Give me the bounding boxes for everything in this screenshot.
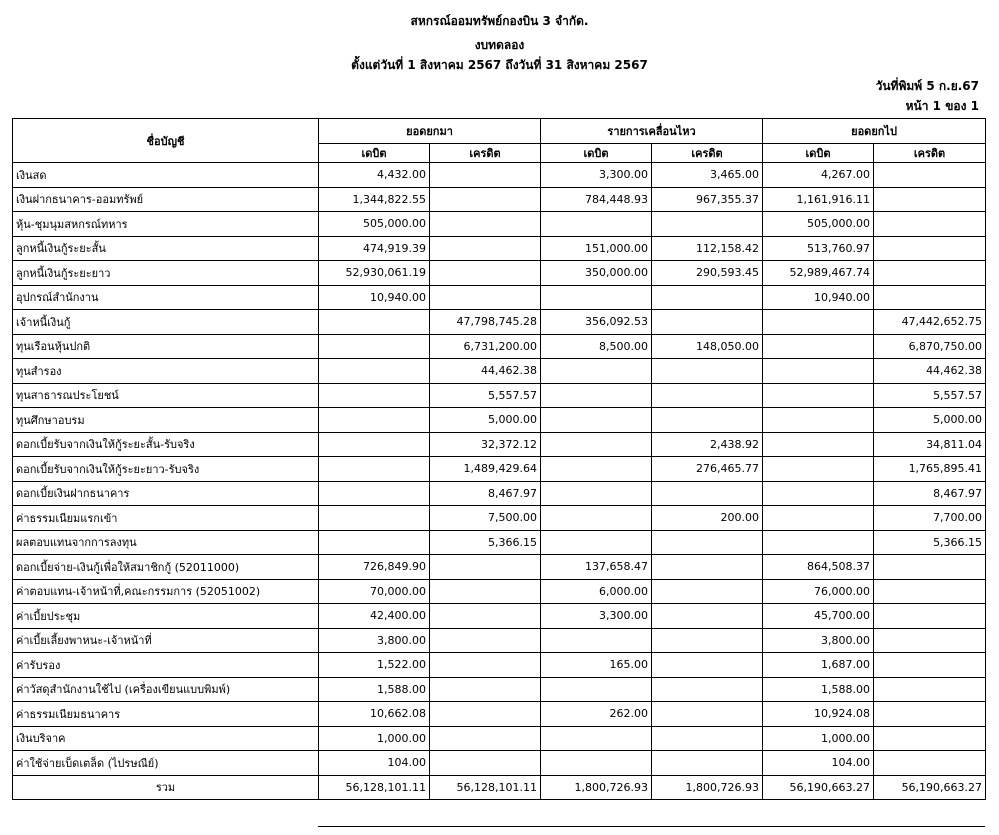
col-header-debit: เดบิต	[541, 144, 652, 163]
account-name: ทุนสาธารณประโยชน์	[13, 383, 319, 408]
amount-cell	[541, 751, 652, 776]
amount-cell: 1,765,895.41	[874, 457, 986, 482]
amount-cell	[874, 751, 986, 776]
amount-cell: 726,849.90	[319, 555, 430, 580]
col-header-account: ชื่อบัญชี	[13, 119, 319, 163]
amount-cell	[541, 383, 652, 408]
amount-cell	[430, 285, 541, 310]
amount-cell	[763, 359, 874, 384]
amount-cell	[541, 506, 652, 531]
amount-cell: 10,924.08	[763, 702, 874, 727]
amount-cell: 1,000.00	[763, 726, 874, 751]
amount-cell	[763, 506, 874, 531]
amount-cell	[652, 579, 763, 604]
amount-cell: 290,593.45	[652, 261, 763, 286]
amount-cell: 1,344,822.55	[319, 187, 430, 212]
amount-cell	[541, 677, 652, 702]
amount-cell	[652, 481, 763, 506]
amount-cell	[541, 530, 652, 555]
amount-cell: 8,467.97	[874, 481, 986, 506]
amount-cell	[430, 604, 541, 629]
amount-cell	[652, 212, 763, 237]
total-label: รวม	[13, 775, 319, 800]
amount-cell: 165.00	[541, 653, 652, 678]
account-name: เงินบริจาค	[13, 726, 319, 751]
table-row	[13, 726, 986, 751]
amount-cell: 34,811.04	[874, 432, 986, 457]
total-row	[13, 775, 986, 800]
amount-cell	[763, 408, 874, 433]
table-row	[13, 702, 986, 727]
amount-cell	[430, 163, 541, 188]
table-row	[13, 555, 986, 580]
amount-cell	[430, 726, 541, 751]
amount-cell: 151,000.00	[541, 236, 652, 261]
amount-cell: 1,687.00	[763, 653, 874, 678]
amount-cell	[319, 408, 430, 433]
amount-cell	[763, 481, 874, 506]
amount-cell	[874, 212, 986, 237]
table-row	[13, 236, 986, 261]
amount-cell: 5,557.57	[874, 383, 986, 408]
table-row	[13, 187, 986, 212]
amount-cell: 6,870,750.00	[874, 334, 986, 359]
amount-cell	[541, 457, 652, 482]
total-cell: 56,190,663.27	[874, 775, 986, 800]
trial-balance-table	[12, 118, 986, 800]
amount-cell: 47,798,745.28	[430, 310, 541, 335]
amount-cell	[652, 359, 763, 384]
amount-cell	[319, 310, 430, 335]
amount-cell: 45,700.00	[763, 604, 874, 629]
amount-cell: 52,930,061.19	[319, 261, 430, 286]
amount-cell: 4,432.00	[319, 163, 430, 188]
table-row	[13, 457, 986, 482]
amount-cell: 76,000.00	[763, 579, 874, 604]
amount-cell	[430, 628, 541, 653]
amount-cell: 262.00	[541, 702, 652, 727]
amount-cell: 137,658.47	[541, 555, 652, 580]
amount-cell	[652, 285, 763, 310]
account-name: ดอกเบี้ยรับจากเงินให้กู้ระยะสั้น-รับจริง	[13, 432, 319, 457]
table-row	[13, 628, 986, 653]
amount-cell	[652, 628, 763, 653]
amount-cell	[652, 310, 763, 335]
table-row	[13, 212, 986, 237]
amount-cell: 356,092.53	[541, 310, 652, 335]
table-row	[13, 285, 986, 310]
total-cell: 56,128,101.11	[430, 775, 541, 800]
account-name: ค่าเบี้ยเลี้ยงพาหนะ-เจ้าหน้าที่	[13, 628, 319, 653]
amount-cell	[763, 310, 874, 335]
amount-cell: 784,448.93	[541, 187, 652, 212]
amount-cell: 350,000.00	[541, 261, 652, 286]
amount-cell	[874, 285, 986, 310]
account-name: ค่ารับรอง	[13, 653, 319, 678]
amount-cell	[430, 653, 541, 678]
account-name: ค่าตอบแทน-เจ้าหน้าที่,คณะกรรมการ (52051002)	[13, 579, 319, 604]
amount-cell	[652, 408, 763, 433]
amount-cell	[541, 432, 652, 457]
amount-cell	[874, 653, 986, 678]
amount-cell	[430, 187, 541, 212]
amount-cell	[874, 163, 986, 188]
amount-cell	[874, 555, 986, 580]
table-row	[13, 604, 986, 629]
total-cell: 1,800,726.93	[541, 775, 652, 800]
amount-cell: 5,557.57	[430, 383, 541, 408]
amount-cell: 10,940.00	[319, 285, 430, 310]
amount-cell	[430, 579, 541, 604]
account-name: ดอกเบี้ยจ่าย-เงินกู้เพื่อให้สมาชิกกู้ (52011000)	[13, 555, 319, 580]
total-cell: 56,190,663.27	[763, 775, 874, 800]
account-name: ค่าเบี้ยประชุม	[13, 604, 319, 629]
account-name: เจ้าหนี้เงินกู้	[13, 310, 319, 335]
amount-cell	[763, 383, 874, 408]
amount-cell: 5,000.00	[430, 408, 541, 433]
amount-cell: 1,489,429.64	[430, 457, 541, 482]
table-row	[13, 359, 986, 384]
account-name: ค่าธรรมเนียมแรกเข้า	[13, 506, 319, 531]
amount-cell: 1,522.00	[319, 653, 430, 678]
amount-cell	[319, 383, 430, 408]
amount-cell: 474,919.39	[319, 236, 430, 261]
table-row	[13, 163, 986, 188]
amount-cell	[541, 726, 652, 751]
amount-cell	[763, 334, 874, 359]
table-row	[13, 310, 986, 335]
amount-cell	[874, 236, 986, 261]
amount-cell: 104.00	[763, 751, 874, 776]
amount-cell: 52,989,467.74	[763, 261, 874, 286]
col-header-credit: เครดิต	[652, 144, 763, 163]
amount-cell	[652, 653, 763, 678]
table-row	[13, 261, 986, 286]
account-name: ดอกเบี้ยเงินฝากธนาคาร	[13, 481, 319, 506]
amount-cell	[319, 432, 430, 457]
table-row	[13, 579, 986, 604]
col-group-movement: รายการเคลื่อนไหว	[541, 119, 763, 144]
amount-cell: 3,800.00	[319, 628, 430, 653]
amount-cell	[541, 212, 652, 237]
table-row	[13, 653, 986, 678]
amount-cell	[541, 359, 652, 384]
amount-cell: 5,000.00	[874, 408, 986, 433]
amount-cell	[874, 628, 986, 653]
col-header-debit: เดบิต	[763, 144, 874, 163]
amount-cell	[652, 604, 763, 629]
amount-cell	[430, 677, 541, 702]
report-title: งบทดลอง	[474, 38, 525, 52]
amount-cell	[430, 236, 541, 261]
amount-cell	[874, 726, 986, 751]
table-row	[13, 481, 986, 506]
account-name: เงินสด	[13, 163, 319, 188]
amount-cell	[319, 334, 430, 359]
amount-cell	[541, 481, 652, 506]
amount-cell: 3,300.00	[541, 604, 652, 629]
account-name: เงินฝากธนาคาร-ออมทรัพย์	[13, 187, 319, 212]
col-group-brought-forward: ยอดยกมา	[319, 119, 541, 144]
report-period: ตั้งแต่วันที่ 1 สิงหาคม 2567 ถึงวันที่ 31 สิงหาคม 2567	[351, 58, 648, 72]
table-row	[13, 506, 986, 531]
amount-cell	[874, 579, 986, 604]
account-name: หุ้น-ชุมนุมสหกรณ์ทหาร	[13, 212, 319, 237]
amount-cell	[652, 677, 763, 702]
amount-cell: 505,000.00	[319, 212, 430, 237]
amount-cell: 2,438.92	[652, 432, 763, 457]
amount-cell	[652, 702, 763, 727]
col-header-credit: เครดิต	[430, 144, 541, 163]
amount-cell: 200.00	[652, 506, 763, 531]
amount-cell: 47,442,652.75	[874, 310, 986, 335]
amount-cell	[319, 506, 430, 531]
col-header-credit: เครดิต	[874, 144, 986, 163]
amount-cell: 104.00	[319, 751, 430, 776]
amount-cell	[652, 383, 763, 408]
amount-cell	[763, 530, 874, 555]
total-underline	[318, 826, 985, 827]
amount-cell	[541, 408, 652, 433]
amount-cell: 3,800.00	[763, 628, 874, 653]
account-name: ลูกหนี้เงินกู้ระยะยาว	[13, 261, 319, 286]
amount-cell	[874, 677, 986, 702]
amount-cell: 7,500.00	[430, 506, 541, 531]
amount-cell: 1,000.00	[319, 726, 430, 751]
amount-cell: 5,366.15	[874, 530, 986, 555]
amount-cell: 6,731,200.00	[430, 334, 541, 359]
amount-cell: 864,508.37	[763, 555, 874, 580]
print-date: วันที่พิมพ์ 5 ก.ย.67	[875, 79, 979, 93]
account-name: ทุนเรือนหุ้นปกติ	[13, 334, 319, 359]
table-row	[13, 408, 986, 433]
amount-cell	[652, 530, 763, 555]
total-cell: 1,800,726.93	[652, 775, 763, 800]
amount-cell: 513,760.97	[763, 236, 874, 261]
amount-cell	[652, 726, 763, 751]
table-row	[13, 677, 986, 702]
page-number: หน้า 1 ของ 1	[905, 99, 979, 113]
amount-cell	[874, 702, 986, 727]
amount-cell	[763, 432, 874, 457]
amount-cell	[319, 359, 430, 384]
amount-cell	[319, 530, 430, 555]
account-name: ลูกหนี้เงินกู้ระยะสั้น	[13, 236, 319, 261]
amount-cell: 4,267.00	[763, 163, 874, 188]
amount-cell: 967,355.37	[652, 187, 763, 212]
amount-cell: 10,662.08	[319, 702, 430, 727]
account-name: ค่าวัสดุสำนักงานใช้ไป (เครื่องเขียนแบบพิมพ์)	[13, 677, 319, 702]
amount-cell	[430, 751, 541, 776]
account-name: ทุนศึกษาอบรม	[13, 408, 319, 433]
table-row	[13, 751, 986, 776]
amount-cell: 8,500.00	[541, 334, 652, 359]
amount-cell: 6,000.00	[541, 579, 652, 604]
amount-cell: 5,366.15	[430, 530, 541, 555]
amount-cell	[430, 212, 541, 237]
amount-cell: 112,158.42	[652, 236, 763, 261]
table-row	[13, 432, 986, 457]
amount-cell: 3,465.00	[652, 163, 763, 188]
amount-cell	[430, 702, 541, 727]
amount-cell	[652, 555, 763, 580]
amount-cell	[874, 604, 986, 629]
amount-cell	[541, 285, 652, 310]
table-row	[13, 383, 986, 408]
account-name: ค่าธรรมเนียมธนาคาร	[13, 702, 319, 727]
amount-cell	[874, 261, 986, 286]
account-name: ดอกเบี้ยรับจากเงินให้กู้ระยะยาว-รับจริง	[13, 457, 319, 482]
amount-cell: 42,400.00	[319, 604, 430, 629]
amount-cell: 44,462.38	[874, 359, 986, 384]
amount-cell: 7,700.00	[874, 506, 986, 531]
amount-cell: 1,588.00	[763, 677, 874, 702]
amount-cell	[763, 457, 874, 482]
amount-cell: 70,000.00	[319, 579, 430, 604]
amount-cell: 148,050.00	[652, 334, 763, 359]
amount-cell: 10,940.00	[763, 285, 874, 310]
amount-cell	[430, 555, 541, 580]
amount-cell	[652, 751, 763, 776]
amount-cell: 276,465.77	[652, 457, 763, 482]
total-cell: 56,128,101.11	[319, 775, 430, 800]
amount-cell	[430, 261, 541, 286]
account-name: ทุนสำรอง	[13, 359, 319, 384]
account-name: ค่าใช้จ่ายเบ็ดเตล็ด (ไปรษณีย์)	[13, 751, 319, 776]
account-name: อุปกรณ์สำนักงาน	[13, 285, 319, 310]
amount-cell	[319, 481, 430, 506]
table-row	[13, 334, 986, 359]
amount-cell	[874, 187, 986, 212]
account-name: ผลตอบแทนจากการลงทุน	[13, 530, 319, 555]
col-group-carried-forward: ยอดยกไป	[763, 119, 986, 144]
amount-cell	[541, 628, 652, 653]
amount-cell: 1,161,916.11	[763, 187, 874, 212]
table-row	[13, 530, 986, 555]
amount-cell	[319, 457, 430, 482]
amount-cell: 8,467.97	[430, 481, 541, 506]
amount-cell: 3,300.00	[541, 163, 652, 188]
amount-cell: 32,372.12	[430, 432, 541, 457]
col-header-debit: เดบิต	[319, 144, 430, 163]
amount-cell: 1,588.00	[319, 677, 430, 702]
amount-cell: 505,000.00	[763, 212, 874, 237]
amount-cell: 44,462.38	[430, 359, 541, 384]
org-title: สหกรณ์ออมทรัพย์กองบิน 3 จำกัด.	[410, 14, 589, 28]
